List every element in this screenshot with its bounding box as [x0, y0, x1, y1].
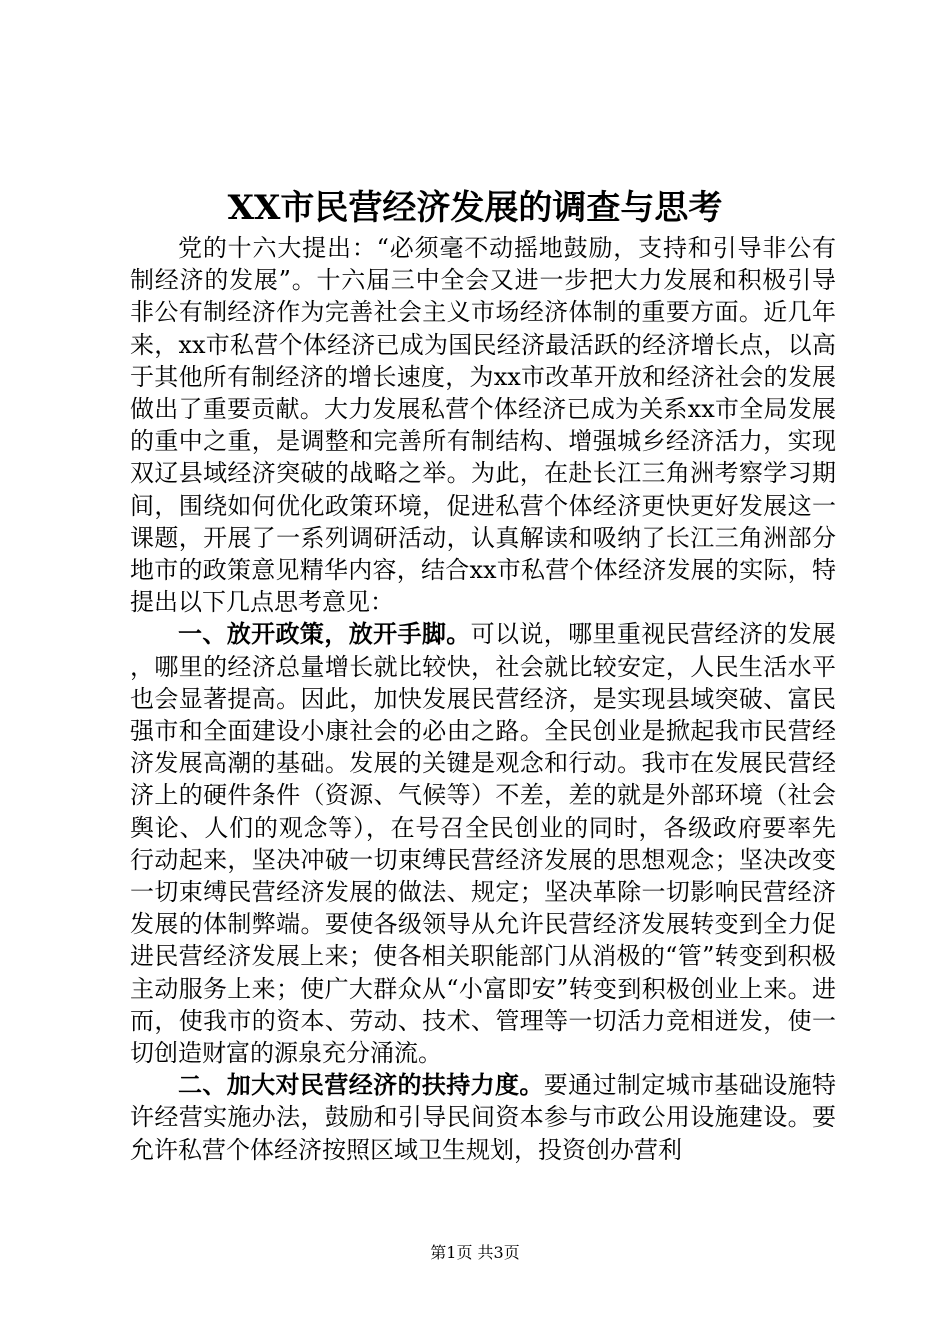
- paragraph-text: 可以说，哪里重视民营经济的发展，哪里的经济总量增长就比较快，社会就比较安定，人民生活水平也会显著提高。因此，加快发展民营经济，是实现县域突破、富民强市和全面建设小康社会的必由之路。全民创业是掀起我市民营经济发展高潮的基础。发展的关键是观念和行动。我市在发展民营经济上的硬件条件（资源、气候等）不差，差的就是外部环境（社会舆论、人们的观念等），在号召全民创业的同时，各级政府要率先行动起来，坚决冲破一切束缚民营经济发展的思想观念；坚决改变一切束缚民营经济发展的做法、规定；坚决革除一切影响民营经济发展的体制弊端。要使各级领导从允许民营经济发展转变到全力促进民营经济发展上来；使各相关职能部门从消极的“管”转变到积极主动服务上来；使广大群众从“小富即安”转变到积极创业上来。进而，使我市的资本、劳动、技术、管理等一切活力竞相迸发，使一切创造财富的源泉充分涌流。: [130, 620, 837, 1068]
- paragraph-section-2: [130, 1069, 836, 1166]
- section-heading-1: 一、放开政策，放开手脚。: [178, 619, 471, 649]
- paragraph-intro: [130, 232, 836, 618]
- paragraph-text: 要通过制定城市基础设施特许经营实施办法，鼓励和引导民间资本参与市政公用设施建设。要允许私营个体经济按照区域卫生规划，投资创办营利: [130, 1071, 837, 1164]
- section-heading-2: 二、加大对民营经济的扶持力度。: [178, 1070, 544, 1100]
- page-footer: 第1页 共3页: [430, 1243, 520, 1262]
- paragraph-section-1: [130, 618, 836, 1069]
- document-body: [130, 232, 836, 1166]
- paragraph-text: 党的十六大提出：“必须毫不动摇地鼓励，支持和引导非公有制经济的发展”。十六届三中全会又进一步把大力发展和积极引导非公有制经济作为完善社会主义市场经济体制的重要方面。近几年来，xx市私营个体经济已成为国民经济最活跃的经济增长点，以高于其他所有制经济的增长速度，为xx市改革开放和经济社会的发展做出了重要贡献。大力发展私营个体经济已成为关系xx市全局发展的重中之重，是调整和完善所有制结构、增强城乡经济活力，实现双辽县域经济突破的战略之举。为此，在赴长江三角洲考察学习期间，围绕如何优化政策环境，促进私营个体经济更快更好发展这一课题，开展了一系列调研活动，认真解读和吸纳了长江三角洲部分地市的政策意见精华内容，结合xx市私营个体经济发展的实际，特提出以下几点思考意见：: [130, 234, 836, 617]
- document-title: XX市民营经济发展的调查与思考: [227, 188, 723, 228]
